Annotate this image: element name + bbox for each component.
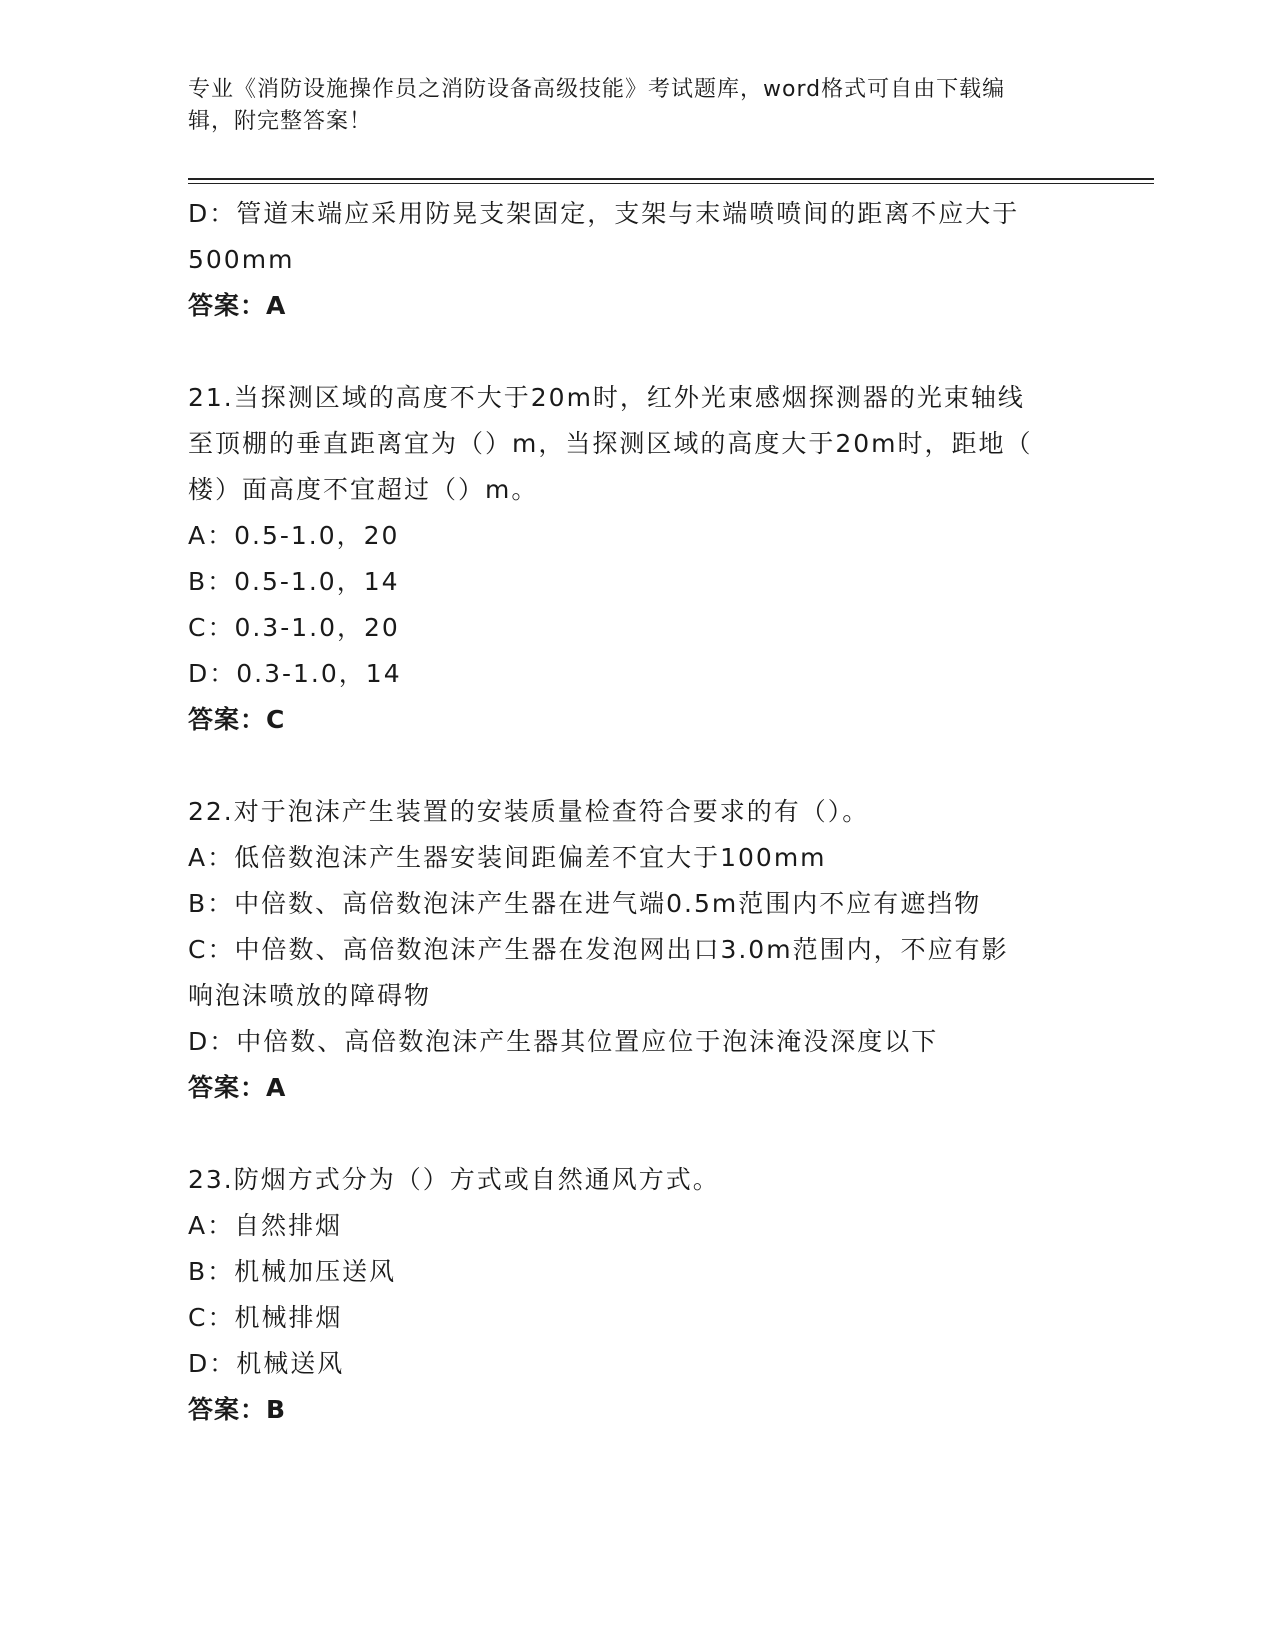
header-divider-thick <box>188 178 1154 180</box>
question-stem-continued: 楼）面高度不宜超过（）m。 <box>188 475 539 504</box>
header-divider-thin <box>188 183 1154 184</box>
question-list <box>188 191 1088 1433</box>
question-stem-continued: 至顶棚的垂直距离宜为（）m，当探测区域的高度大于20m时，距地（ <box>188 429 1033 458</box>
option-a: A：0.5-1.0，20 <box>188 521 400 550</box>
answer: 答案：A <box>188 291 287 320</box>
answer: 答案：C <box>188 705 286 734</box>
option-d: D：机械送风 <box>188 1349 345 1378</box>
question-stem: 21.当探测区域的高度不大于20m时，红外光束感烟探测器的光束轴线 <box>188 383 1025 412</box>
spacer <box>188 743 1088 789</box>
question-stem: 23.防烟方式分为（）方式或自然通风方式。 <box>188 1165 720 1194</box>
option-c: C：0.3-1.0，20 <box>188 613 400 642</box>
document-header <box>188 74 1068 138</box>
question-22 <box>188 789 1088 1111</box>
spacer <box>188 1111 1088 1157</box>
answer: 答案：A <box>188 1073 287 1102</box>
spacer <box>188 329 1088 375</box>
option-a: A：自然排烟 <box>188 1211 343 1240</box>
option-a: A：低倍数泡沫产生器安装间距偏差不宜大于100mm <box>188 843 827 872</box>
option-d: D：0.3-1.0，14 <box>188 659 402 688</box>
option-d: D：中倍数、高倍数泡沫产生器其位置应位于泡沫淹没深度以下 <box>188 1027 939 1056</box>
option-d-continued: 500mm <box>188 245 295 274</box>
header-line-2: 辑，附完整答案！ <box>188 109 373 134</box>
option-c-continued: 响泡沫喷放的障碍物 <box>188 981 432 1010</box>
answer: 答案：B <box>188 1395 287 1424</box>
option-d: D：管道末端应采用防晃支架固定，支架与末端喷喷间的距离不应大于 <box>188 199 1020 228</box>
question-23 <box>188 1157 1088 1433</box>
question-stem: 22.对于泡沫产生装置的安装质量检查符合要求的有（）。 <box>188 797 870 826</box>
option-b: B：机械加压送风 <box>188 1257 397 1286</box>
option-b: B：中倍数、高倍数泡沫产生器在进气端0.5m范围内不应有遮挡物 <box>188 889 982 918</box>
question-21 <box>188 375 1088 743</box>
question-20-tail <box>188 191 1088 329</box>
header-line-1: 专业《消防设施操作员之消防设备高级技能》考试题库，word格式可自由下载编 <box>188 77 1006 102</box>
option-c: C：机械排烟 <box>188 1303 343 1332</box>
option-c: C：中倍数、高倍数泡沫产生器在发泡网出口3.0m范围内，不应有影 <box>188 935 1009 964</box>
option-b: B：0.5-1.0，14 <box>188 567 400 596</box>
